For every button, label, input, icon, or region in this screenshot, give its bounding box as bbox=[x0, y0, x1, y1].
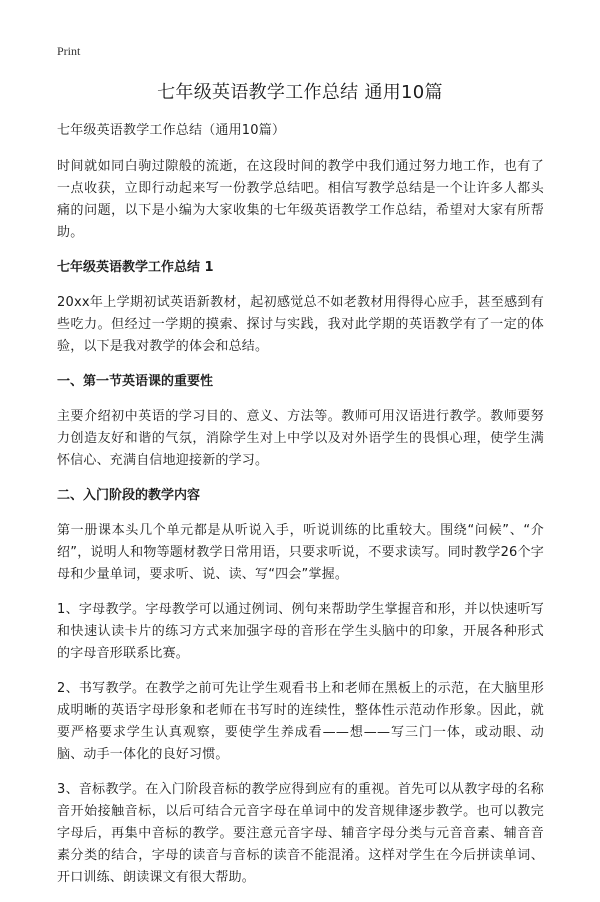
phonetics-teaching-paragraph: 3、音标教学。在入门阶段音标的教学应得到应有的重视。首先可以从教字母的名称音开始接触音标，以后可结合元音字母在单词中的发音规律逐步教学。也可以教完字母后，再集中音标的教学。要注意元音字母、辅音字母分类与元音音素、辅音音素分类的结合，字母的读音与音标的读音不能混淆。这样对学生在今后拼读单词、开口训练、朗读课文有很大帮助。 bbox=[57, 782, 544, 885]
document-subtitle: 七年级英语教学工作总结（通用10篇） bbox=[57, 123, 286, 138]
first-lesson-paragraph: 主要介绍初中英语的学习目的、意义、方法等。教师可用汉语进行教学。教师要努力创造友好和谐的气氛，消除学生对上中学以及对外语学生的畏惧心理，使学生满怀信心、充满自信地迎接新的学习。 bbox=[57, 409, 544, 468]
document-body bbox=[57, 120, 544, 902]
summary-1-paragraph: 20xx年上学期初试英语新教材，起初感觉总不如老教材用得得心应手，甚至感到有些吃力。但经过一学期的摸索、探讨与实践，我对此学期的英语教学有了一定的体验，以下是我对教学的体会和总结。 bbox=[57, 295, 544, 354]
letter-teaching-paragraph: 1、字母教学。字母教学可以通过例词、例句来帮助学生掌握音和形，并以快速听写和快速认读卡片的练习方式来加强字母的音形在学生头脑中的印象，开展各种形式的字母音形联系比赛。 bbox=[57, 602, 544, 661]
writing-teaching-paragraph: 2、书写教学。在教学之前可先让学生观看书上和老师在黑板上的示范，在大脑里形成明晰的英语字母形象和老师在书写时的连续性，整体性示范动作形象。因此，就要严格要求学生认真观察，要使学生养成看——想——写三门一体，或动眼、动脑、动手一体化的良好习惯。 bbox=[57, 681, 544, 762]
section-heading-summary-1: 七年级英语教学工作总结 1 bbox=[57, 260, 214, 275]
intro-paragraph: 时间就如同白驹过隙般的流逝，在这段时间的教学中我们通过努力地工作，也有了一点收获，立即行动起来写一份教学总结吧。相信写教学总结是一个让许多人都头痛的问题，以下是小编为大家收集的七年级英语教学工作总结，希望对大家有所帮助。 bbox=[57, 159, 544, 240]
section-heading-beginner-content: 二、入门阶段的教学内容 bbox=[57, 488, 201, 503]
page-title: 七年级英语教学工作总结 通用10篇 bbox=[157, 82, 443, 103]
print-link[interactable]: Print bbox=[57, 44, 81, 58]
beginner-content-paragraph: 第一册课本头几个单元都是从听说入手，听说训练的比重较大。围绕“问候”、“介绍”，说明人和物等题材教学日常用语，只要求听说，不要求读写。同时教学26个字母和少量单词，要求听、说、读、写“四会”掌握。 bbox=[57, 523, 544, 582]
section-heading-first-lesson: 一、第一节英语课的重要性 bbox=[57, 374, 214, 389]
